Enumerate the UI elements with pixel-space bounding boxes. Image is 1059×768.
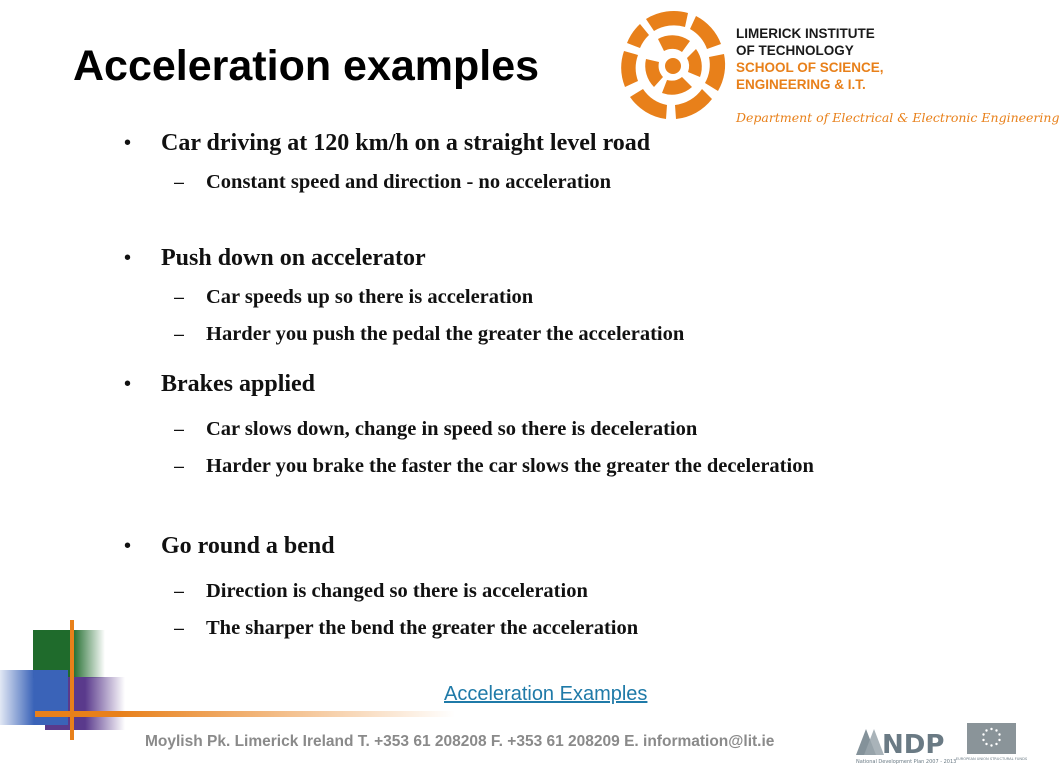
bullet-text: Car driving at 120 km/h on a straight level road bbox=[161, 130, 651, 156]
sub-bullet-text: The sharper the bend the greater the acceleration bbox=[206, 617, 639, 639]
bullet-text: Push down on accelerator bbox=[161, 245, 426, 271]
sub-bullet-marker: – bbox=[174, 618, 185, 638]
sub-bullet-marker: – bbox=[174, 419, 185, 439]
bullet-text: Go round a bend bbox=[161, 533, 335, 559]
orange-horizontal-line bbox=[35, 711, 455, 717]
sub-bullet-marker: – bbox=[174, 324, 185, 344]
sub-bullet-text: Car slows down, change in speed so there is deceleration bbox=[206, 418, 698, 440]
bullet-marker: • bbox=[124, 132, 132, 154]
footer-contact: Moylish Pk. Limerick Ireland T. +353 61 208208 F. +353 61 208209 E. information@lit.ie bbox=[145, 733, 775, 750]
acceleration-examples-link[interactable]: Acceleration Examples bbox=[444, 683, 648, 705]
slide-title: Acceleration examples bbox=[73, 42, 540, 90]
bullet-marker: • bbox=[124, 247, 132, 269]
logo-line-school: SCHOOL OF SCIENCE, bbox=[736, 60, 884, 75]
sub-bullet-marker: – bbox=[174, 581, 185, 601]
ndp-logo-icon bbox=[852, 721, 957, 765]
sub-bullet-marker: – bbox=[174, 456, 185, 476]
sub-bullet-text: Direction is changed so there is acceleration bbox=[206, 580, 588, 602]
sub-bullet-text: Harder you push the pedal the greater the acceleration bbox=[206, 323, 685, 345]
sub-bullet-marker: – bbox=[174, 287, 185, 307]
logo-department: Department of Electrical & Electronic Engineering bbox=[736, 110, 1059, 125]
logo-line-institute: LIMERICK INSTITUTE bbox=[736, 26, 875, 41]
sub-bullet-marker: – bbox=[174, 172, 185, 192]
sub-bullet-text: Constant speed and direction - no acceleration bbox=[206, 171, 612, 193]
eu-flag-icon bbox=[955, 721, 1028, 765]
sub-bullet-text: Car speeds up so there is acceleration bbox=[206, 286, 534, 308]
logo-line-engineering: ENGINEERING & I.T. bbox=[736, 77, 866, 92]
bullet-marker: • bbox=[124, 373, 132, 395]
logo-line-technology: OF TECHNOLOGY bbox=[736, 43, 854, 58]
eu-caption: EUROPEAN UNION STRUCTURAL FUNDS bbox=[955, 757, 1028, 761]
ndp-caption: National Development Plan 2007 - 2013 bbox=[856, 759, 957, 765]
sub-bullet-text: Harder you brake the faster the car slows the greater the deceleration bbox=[206, 455, 814, 477]
bullet-marker: • bbox=[124, 535, 132, 557]
ndp-logo-text: NDP bbox=[882, 730, 945, 760]
corner-decoration bbox=[0, 615, 460, 745]
bullet-text: Brakes applied bbox=[161, 371, 316, 397]
orange-vertical-line bbox=[70, 620, 74, 740]
